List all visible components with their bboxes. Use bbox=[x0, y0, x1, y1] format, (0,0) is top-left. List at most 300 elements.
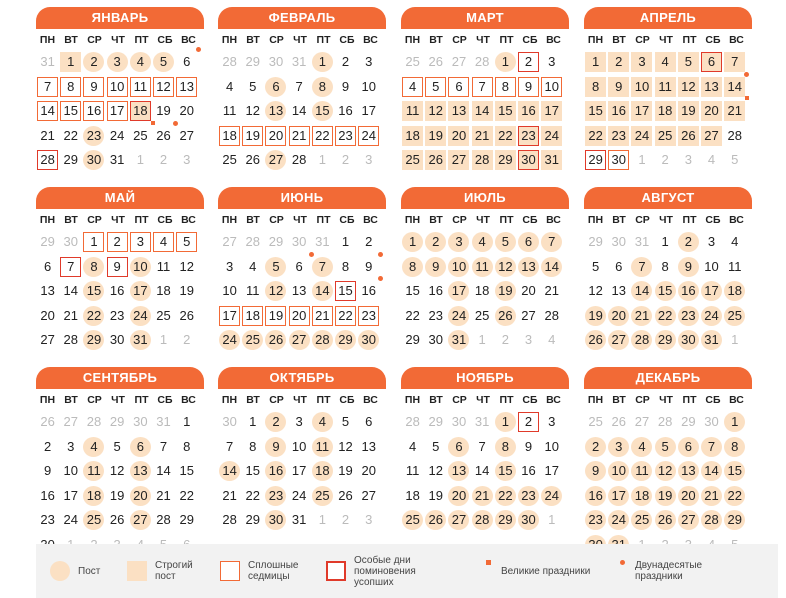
day-number: 2 bbox=[432, 234, 440, 250]
weekday-label: СБ bbox=[705, 394, 721, 406]
day-number: 12 bbox=[498, 258, 513, 274]
day-number: 31 bbox=[544, 152, 559, 168]
legend-twelve-feasts bbox=[620, 544, 702, 598]
day-number: 25 bbox=[315, 487, 330, 503]
weekday-label: ВТ bbox=[64, 214, 78, 226]
weekday-label: СБ bbox=[339, 214, 355, 226]
calendar-day bbox=[541, 306, 562, 326]
day-number: 5 bbox=[341, 414, 350, 430]
weekday-label: ПН bbox=[587, 34, 604, 46]
calendar-day bbox=[60, 437, 81, 457]
weekday-label: ПТ bbox=[682, 394, 697, 406]
calendar-day bbox=[425, 510, 446, 530]
day-number: 3 bbox=[455, 234, 463, 250]
day-number: 30 bbox=[268, 54, 284, 70]
calendar-day bbox=[176, 126, 197, 146]
calendar-day bbox=[60, 461, 81, 481]
day-number: 4 bbox=[159, 234, 168, 250]
calendar-day bbox=[541, 281, 562, 301]
calendar-day bbox=[176, 486, 197, 506]
weekday-header bbox=[401, 34, 569, 46]
weekday-label: ПН bbox=[39, 214, 56, 226]
calendar-day bbox=[107, 281, 128, 301]
day-number: 2 bbox=[341, 54, 350, 70]
day-grid bbox=[584, 410, 752, 557]
weekday-label: СБ bbox=[522, 214, 538, 226]
day-number: 3 bbox=[183, 152, 191, 168]
calendar-day bbox=[37, 461, 58, 481]
week-row bbox=[218, 459, 386, 484]
day-number: 4 bbox=[731, 234, 739, 250]
calendar-day bbox=[107, 150, 128, 170]
day-number: 19 bbox=[268, 307, 284, 323]
month-panel bbox=[584, 187, 752, 353]
month-title: СЕНТЯБРЬ bbox=[36, 367, 204, 389]
weekday-label: ВТ bbox=[246, 34, 260, 46]
calendar-day bbox=[495, 52, 516, 72]
adjacent-month-day bbox=[289, 232, 310, 252]
calendar-day bbox=[130, 257, 151, 277]
day-number: 21 bbox=[704, 487, 719, 503]
calendar-day bbox=[655, 437, 676, 457]
day-grid bbox=[36, 50, 204, 173]
day-number: 27 bbox=[268, 152, 284, 168]
calendar-day bbox=[107, 232, 128, 252]
day-number: 11 bbox=[475, 258, 489, 274]
day-number: 2 bbox=[661, 152, 669, 168]
week-row bbox=[401, 484, 569, 509]
calendar-day bbox=[219, 306, 240, 326]
day-number: 14 bbox=[474, 103, 490, 119]
week-row bbox=[584, 484, 752, 509]
calendar-day bbox=[176, 232, 197, 252]
day-number: 21 bbox=[315, 307, 330, 323]
day-number: 26 bbox=[498, 307, 513, 323]
day-number: 24 bbox=[451, 307, 467, 323]
week-row bbox=[401, 328, 569, 353]
adjacent-month-day bbox=[153, 412, 174, 432]
day-number: 22 bbox=[63, 127, 79, 143]
calendar-day bbox=[655, 257, 676, 277]
month-title: ФЕВРАЛЬ bbox=[218, 7, 386, 29]
day-number: 10 bbox=[544, 78, 559, 94]
calendar-day bbox=[631, 486, 652, 506]
day-number: 30 bbox=[109, 332, 125, 348]
calendar-day bbox=[585, 150, 606, 170]
calendar-day bbox=[312, 52, 333, 72]
day-number: 9 bbox=[365, 258, 373, 274]
day-number: 18 bbox=[634, 487, 650, 503]
day-number: 8 bbox=[318, 78, 326, 94]
week-row bbox=[218, 328, 386, 353]
twelve-feast-marker-icon bbox=[309, 252, 314, 257]
day-number: 19 bbox=[109, 487, 125, 503]
day-number: 13 bbox=[521, 258, 536, 274]
calendar-day bbox=[678, 281, 699, 301]
calendar-day bbox=[219, 126, 240, 146]
adjacent-month-day bbox=[153, 330, 174, 350]
day-number: 26 bbox=[40, 414, 55, 430]
day-number: 16 bbox=[40, 487, 55, 503]
day-number: 24 bbox=[361, 127, 376, 143]
day-number: 19 bbox=[657, 487, 673, 503]
day-grid bbox=[584, 230, 752, 353]
calendar-day bbox=[289, 257, 310, 277]
adjacent-month-day bbox=[242, 232, 263, 252]
calendar-day bbox=[176, 510, 197, 530]
weekday-label: ПН bbox=[587, 214, 604, 226]
calendar-day bbox=[678, 257, 699, 277]
calendar-day bbox=[425, 150, 446, 170]
day-number: 20 bbox=[133, 487, 148, 503]
day-number: 28 bbox=[245, 234, 261, 250]
weekday-label: ЧТ bbox=[659, 34, 673, 46]
day-grid bbox=[36, 230, 204, 353]
weekday-label: ЧТ bbox=[659, 394, 673, 406]
weekday-label: ПН bbox=[39, 394, 56, 406]
day-number: 2 bbox=[90, 54, 98, 70]
day-number: 3 bbox=[67, 438, 75, 454]
day-number: 3 bbox=[707, 234, 716, 250]
adjacent-month-day bbox=[37, 232, 58, 252]
day-number: 18 bbox=[657, 103, 673, 119]
day-number: 27 bbox=[63, 414, 79, 430]
day-number: 23 bbox=[611, 127, 627, 143]
month-panel bbox=[584, 7, 752, 173]
calendar-day bbox=[358, 330, 379, 350]
day-number: 20 bbox=[268, 127, 284, 143]
calendar-day bbox=[472, 232, 493, 252]
day-number: 11 bbox=[405, 103, 420, 119]
day-number: 2 bbox=[341, 512, 350, 528]
day-number: 25 bbox=[133, 127, 148, 143]
month-title: ИЮЛЬ bbox=[401, 187, 569, 209]
calendar-day bbox=[425, 257, 446, 277]
calendar-day bbox=[541, 52, 562, 72]
week-row bbox=[36, 435, 204, 460]
day-number: 25 bbox=[657, 127, 673, 143]
adjacent-month-day bbox=[153, 150, 174, 170]
week-row bbox=[218, 75, 386, 100]
twelve-feast-marker-icon bbox=[196, 47, 201, 52]
calendar-day bbox=[153, 281, 174, 301]
calendar-day bbox=[130, 126, 151, 146]
day-number: 11 bbox=[156, 258, 171, 274]
day-number: 22 bbox=[498, 487, 513, 503]
calendar-day bbox=[335, 437, 356, 457]
calendar-day bbox=[518, 412, 539, 432]
day-number: 11 bbox=[246, 283, 260, 299]
calendar-day bbox=[402, 486, 423, 506]
calendar-day bbox=[130, 77, 151, 97]
weekday-label: СР bbox=[87, 394, 102, 406]
week-row bbox=[218, 255, 386, 280]
day-number: 1 bbox=[731, 332, 739, 348]
calendar-day bbox=[83, 101, 104, 121]
day-number: 27 bbox=[361, 487, 376, 503]
day-number: 30 bbox=[704, 414, 719, 430]
adjacent-month-day bbox=[541, 330, 562, 350]
day-number: 18 bbox=[133, 103, 148, 119]
weekday-label: ЧТ bbox=[293, 34, 307, 46]
day-number: 12 bbox=[657, 463, 673, 479]
day-number: 13 bbox=[179, 78, 194, 94]
calendar-day bbox=[448, 330, 469, 350]
calendar-day bbox=[130, 306, 151, 326]
day-number: 27 bbox=[291, 332, 307, 348]
day-number: 8 bbox=[731, 438, 739, 454]
day-number: 27 bbox=[133, 512, 148, 528]
day-number: 3 bbox=[365, 152, 373, 168]
calendar-day bbox=[335, 461, 356, 481]
calendar-day bbox=[425, 437, 446, 457]
day-number: 4 bbox=[318, 414, 326, 430]
weekday-label: ПТ bbox=[316, 394, 331, 406]
calendar-day bbox=[608, 101, 629, 121]
calendar-day bbox=[495, 281, 516, 301]
day-number: 7 bbox=[225, 438, 234, 454]
day-number: 8 bbox=[661, 258, 669, 274]
calendar-day bbox=[153, 510, 174, 530]
calendar-day bbox=[153, 437, 174, 457]
day-number: 24 bbox=[133, 307, 148, 323]
calendar-day bbox=[541, 150, 562, 170]
day-number: 27 bbox=[451, 54, 467, 70]
day-number: 30 bbox=[63, 234, 79, 250]
day-number: 16 bbox=[361, 283, 376, 299]
calendar-day bbox=[60, 486, 81, 506]
calendar-day bbox=[358, 77, 379, 97]
day-number: 2 bbox=[43, 438, 52, 454]
day-number: 22 bbox=[338, 307, 353, 323]
day-number: 20 bbox=[521, 283, 536, 299]
calendar-day bbox=[37, 126, 58, 146]
month-panel bbox=[218, 7, 386, 173]
weekday-label: СР bbox=[87, 214, 102, 226]
weekday-label: ВС bbox=[546, 214, 561, 226]
weekday-header bbox=[584, 394, 752, 406]
calendar-day bbox=[358, 437, 379, 457]
calendar-day bbox=[585, 281, 606, 301]
calendar-day bbox=[701, 232, 722, 252]
adjacent-month-day bbox=[655, 150, 676, 170]
week-row bbox=[401, 50, 569, 75]
day-grid bbox=[218, 50, 386, 173]
day-number: 2 bbox=[341, 152, 350, 168]
day-number: 6 bbox=[43, 258, 52, 274]
day-number: 12 bbox=[268, 283, 284, 299]
calendar-day bbox=[60, 150, 81, 170]
calendar-day bbox=[289, 461, 310, 481]
day-number: 24 bbox=[634, 127, 650, 143]
day-number: 25 bbox=[588, 414, 603, 430]
calendar-day bbox=[335, 77, 356, 97]
weekday-label: ПН bbox=[404, 34, 421, 46]
calendar-day bbox=[701, 306, 722, 326]
day-number: 12 bbox=[156, 78, 171, 94]
day-number: 5 bbox=[272, 258, 280, 274]
day-number: 7 bbox=[43, 78, 52, 94]
calendar-day bbox=[425, 126, 446, 146]
day-number: 18 bbox=[474, 283, 490, 299]
solid-swatch bbox=[220, 561, 240, 581]
day-number: 25 bbox=[405, 152, 420, 168]
calendar-day bbox=[518, 437, 539, 457]
day-number: 11 bbox=[87, 463, 101, 479]
calendar-day bbox=[608, 126, 629, 146]
weekday-label: ПТ bbox=[682, 214, 697, 226]
calendar-day bbox=[402, 232, 423, 252]
adjacent-month-day bbox=[608, 412, 629, 432]
day-number: 4 bbox=[225, 78, 234, 94]
day-number: 9 bbox=[432, 258, 440, 274]
week-row bbox=[584, 328, 752, 353]
weekday-header bbox=[401, 394, 569, 406]
adjacent-month-day bbox=[472, 330, 493, 350]
day-number: 2 bbox=[524, 54, 533, 70]
calendar-day bbox=[83, 232, 104, 252]
calendar-day bbox=[701, 77, 722, 97]
legend-solid bbox=[220, 544, 298, 598]
day-number: 27 bbox=[451, 152, 467, 168]
week-row bbox=[218, 99, 386, 124]
weekday-label: ЧТ bbox=[111, 214, 125, 226]
week-row bbox=[218, 279, 386, 304]
calendar-day bbox=[472, 257, 493, 277]
weekday-label: ЧТ bbox=[293, 214, 307, 226]
adjacent-month-day bbox=[335, 150, 356, 170]
calendar-day bbox=[425, 306, 446, 326]
day-number: 28 bbox=[156, 512, 171, 528]
day-number: 6 bbox=[295, 258, 303, 274]
day-number: 22 bbox=[727, 487, 742, 503]
weekday-label: ВТ bbox=[429, 394, 443, 406]
calendar-day bbox=[60, 306, 81, 326]
calendar-day bbox=[289, 330, 310, 350]
day-number: 8 bbox=[249, 438, 257, 454]
week-row bbox=[584, 459, 752, 484]
day-number: 10 bbox=[109, 78, 125, 94]
adjacent-month-day bbox=[701, 150, 722, 170]
day-number: 13 bbox=[361, 438, 376, 454]
calendar-day bbox=[448, 150, 469, 170]
weekday-label: ВТ bbox=[429, 34, 443, 46]
day-number: 3 bbox=[684, 152, 692, 168]
day-number: 9 bbox=[90, 78, 98, 94]
adjacent-month-day bbox=[678, 412, 699, 432]
day-number: 15 bbox=[498, 463, 513, 479]
calendar-day bbox=[608, 281, 629, 301]
calendar-day bbox=[472, 461, 493, 481]
calendar-day bbox=[541, 412, 562, 432]
calendar-day bbox=[724, 486, 745, 506]
month-title: ИЮНЬ bbox=[218, 187, 386, 209]
calendar-day bbox=[655, 126, 676, 146]
day-number: 15 bbox=[63, 103, 79, 119]
adjacent-month-day bbox=[678, 150, 699, 170]
day-number: 18 bbox=[156, 283, 171, 299]
calendar-day bbox=[153, 77, 174, 97]
day-number: 28 bbox=[474, 512, 490, 528]
day-number: 8 bbox=[90, 258, 98, 274]
day-number: 22 bbox=[86, 307, 102, 323]
week-row bbox=[36, 328, 204, 353]
calendar-day bbox=[107, 461, 128, 481]
day-number: 29 bbox=[40, 234, 55, 250]
day-number: 30 bbox=[133, 414, 148, 430]
calendar-day bbox=[130, 330, 151, 350]
great-feast-marker-icon bbox=[745, 96, 749, 100]
day-number: 28 bbox=[405, 414, 420, 430]
adjacent-month-day bbox=[60, 232, 81, 252]
weekday-label: СБ bbox=[339, 394, 355, 406]
week-row bbox=[218, 304, 386, 329]
day-number: 9 bbox=[272, 438, 280, 454]
weekday-label: СР bbox=[452, 394, 467, 406]
calendar-day bbox=[83, 77, 104, 97]
day-number: 13 bbox=[451, 103, 467, 119]
calendar-day bbox=[608, 486, 629, 506]
day-number: 31 bbox=[133, 332, 148, 348]
weekday-label: ВС bbox=[181, 214, 196, 226]
day-number: 14 bbox=[704, 463, 719, 479]
calendar-day bbox=[107, 486, 128, 506]
adjacent-month-day bbox=[701, 412, 722, 432]
day-number: 16 bbox=[109, 283, 125, 299]
calendar-day bbox=[425, 101, 446, 121]
day-number: 15 bbox=[338, 283, 353, 299]
day-number: 1 bbox=[159, 332, 168, 348]
day-number: 20 bbox=[451, 127, 467, 143]
day-number: 19 bbox=[681, 103, 696, 119]
adjacent-month-day bbox=[83, 412, 104, 432]
calendar-day bbox=[425, 77, 446, 97]
calendar-day bbox=[358, 281, 379, 301]
week-row bbox=[584, 410, 752, 435]
day-number: 16 bbox=[268, 463, 284, 479]
weekday-header bbox=[218, 214, 386, 226]
calendar-day bbox=[541, 232, 562, 252]
calendar-day bbox=[518, 150, 539, 170]
calendar-day bbox=[448, 486, 469, 506]
day-number: 10 bbox=[222, 283, 237, 299]
day-number: 30 bbox=[361, 332, 376, 348]
calendar-day bbox=[724, 510, 745, 530]
adjacent-month-day bbox=[176, 330, 197, 350]
day-number: 13 bbox=[40, 283, 55, 299]
weekday-label: ЧТ bbox=[659, 214, 673, 226]
month-title: МАЙ bbox=[36, 187, 204, 209]
calendar-day bbox=[724, 126, 745, 146]
adjacent-month-day bbox=[541, 510, 562, 530]
day-number: 2 bbox=[183, 332, 191, 348]
calendar-day bbox=[585, 126, 606, 146]
calendar-day bbox=[265, 257, 286, 277]
week-row bbox=[218, 230, 386, 255]
calendar-day bbox=[312, 306, 333, 326]
day-number: 11 bbox=[405, 463, 420, 479]
calendar-day bbox=[335, 126, 356, 146]
calendar-day bbox=[265, 77, 286, 97]
day-number: 10 bbox=[133, 258, 148, 274]
calendar-day bbox=[153, 486, 174, 506]
calendar-day bbox=[130, 510, 151, 530]
calendar-day bbox=[153, 232, 174, 252]
day-number: 17 bbox=[291, 463, 307, 479]
week-row bbox=[218, 435, 386, 460]
day-number: 20 bbox=[291, 307, 307, 323]
calendar-day bbox=[130, 486, 151, 506]
